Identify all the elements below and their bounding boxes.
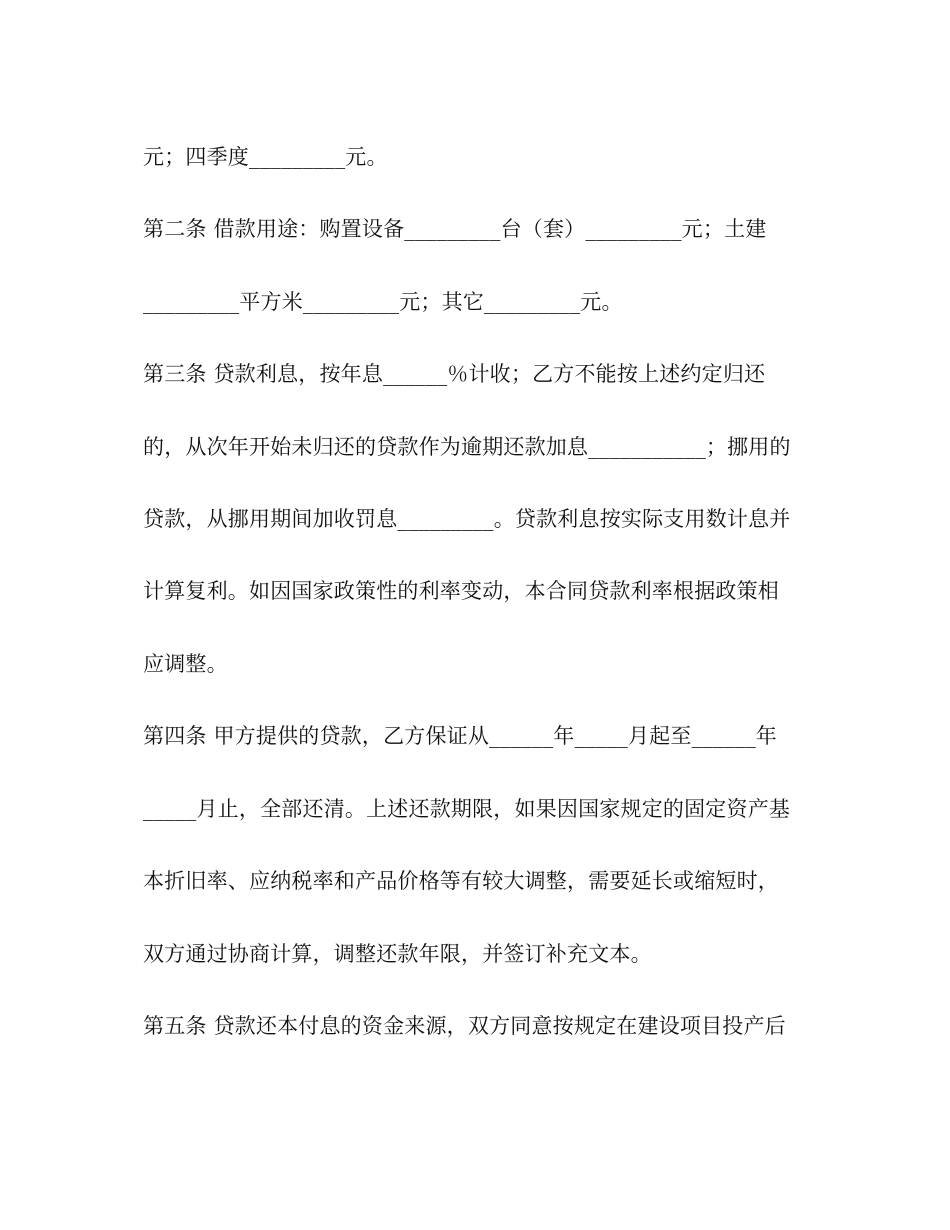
text-line: 本折旧率、应纳税率和产品价格等有较大调整，需要延长或缩短时， bbox=[143, 869, 779, 893]
text-line: _____月止，全部还清。上述还款期限，如果因国家规定的固定资产基 bbox=[143, 797, 791, 821]
text-line: 第四条 甲方提供的贷款，乙方保证从______年_____月起至______年 bbox=[143, 724, 777, 748]
text-line: 元；四季度_________元。 bbox=[143, 145, 388, 169]
text-line: 的，从次年开始未归还的贷款作为逾期还款加息___________；挪用的 bbox=[143, 435, 791, 459]
text-line: 贷款，从挪用期间加收罚息_________。贷款利息按实际支用数计息并 bbox=[143, 507, 791, 531]
text-line: _________平方米_________元；其它_________元。 bbox=[143, 290, 623, 314]
text-line: 双方通过协商计算，调整还款年限，并签订补充文本。 bbox=[143, 942, 652, 966]
text-line: 第二条 借款用途：购置设备_________台（套）_________元；土建 bbox=[143, 217, 767, 241]
text-line: 应调整。 bbox=[143, 652, 228, 676]
text-line: 第五条 贷款还本付息的资金来源，双方同意按规定在建设项目投产后 bbox=[143, 1014, 786, 1038]
text-line: 计算复利。如因国家政策性的利率变动，本合同贷款利率根据政策相 bbox=[143, 579, 779, 603]
text-line: 第三条 贷款利息，按年息______％计收；乙方不能按上述约定归还 bbox=[143, 362, 766, 386]
